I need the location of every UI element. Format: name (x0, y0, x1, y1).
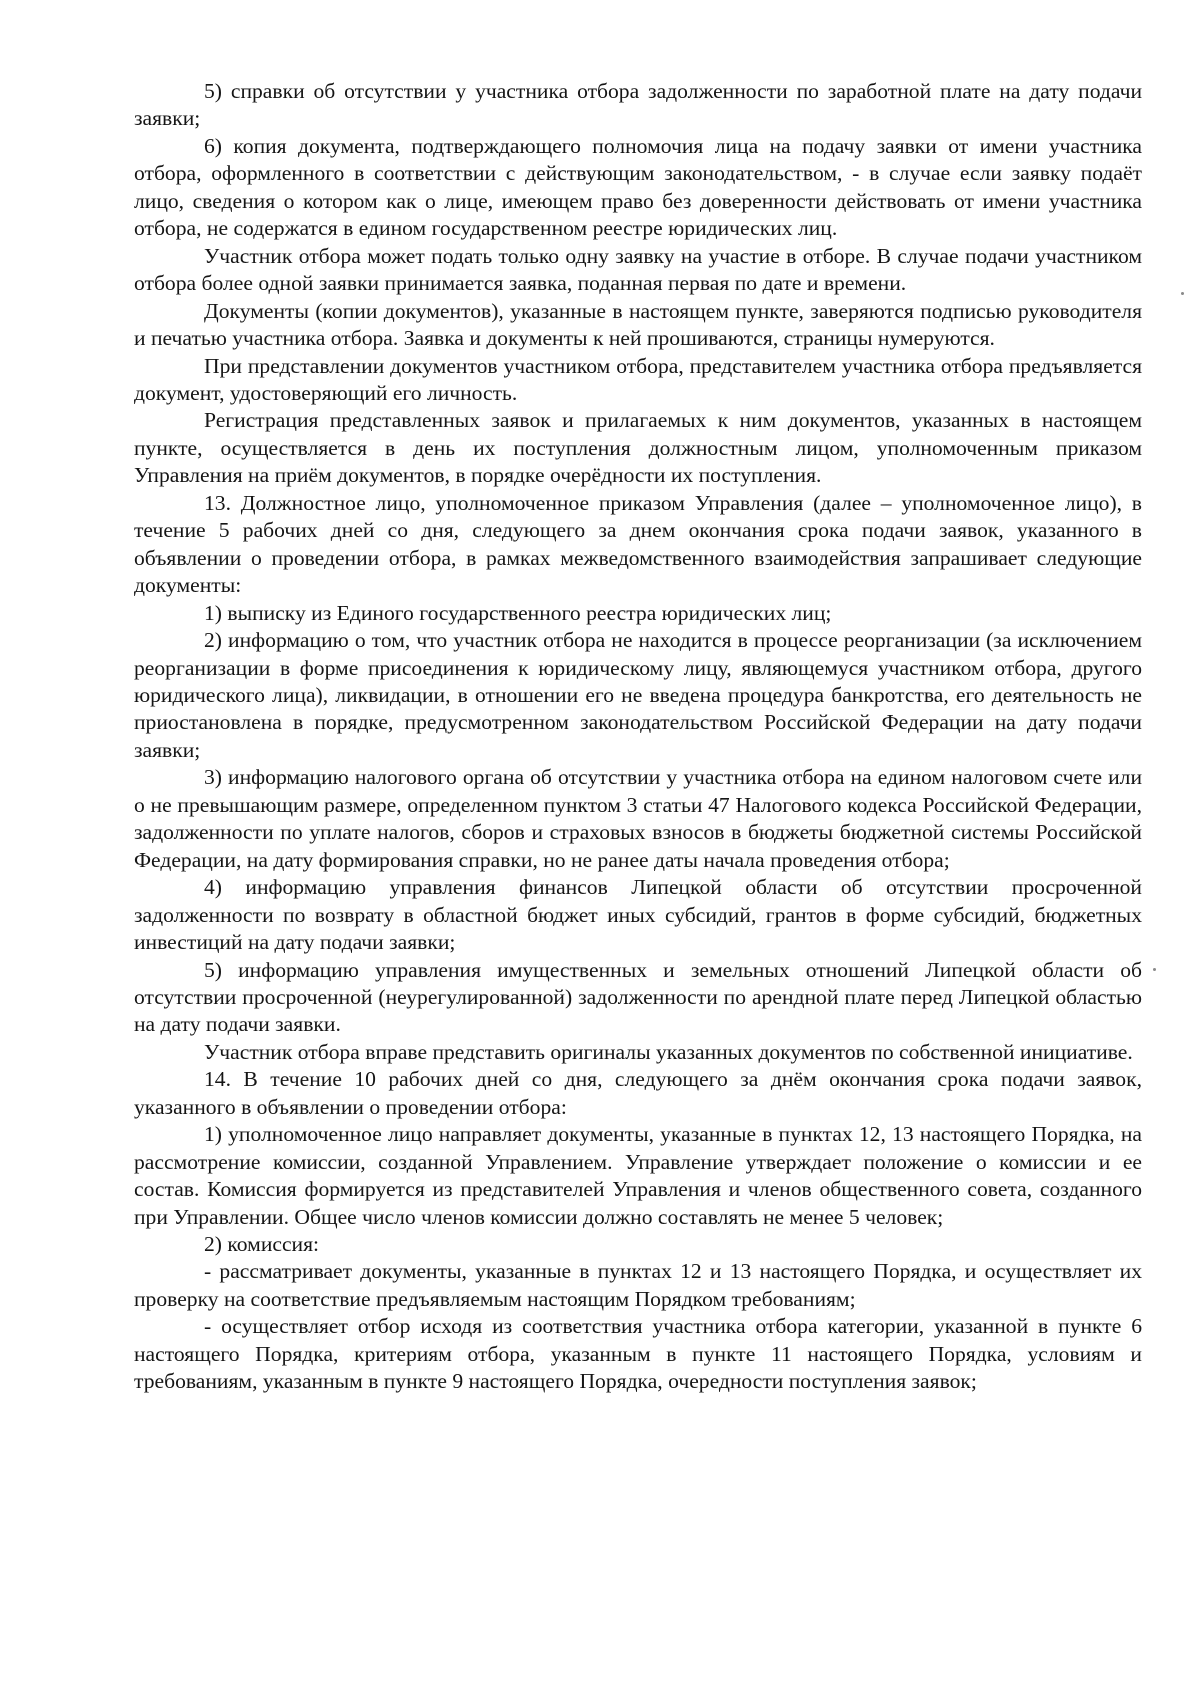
paragraph-single-application: Участник отбора может подать только одну заявку на участие в отборе. В случае подачи участником отбора более одной заявки принимается заявка, поданная первая по дате и времени. (134, 243, 1142, 296)
paragraph-14-within-10-days: 14. В течение 10 рабочих дней со дня, следующего за днём окончания срока подачи заявок, указанного в объявлении о проведении отбора: (134, 1067, 1142, 1119)
paragraph-document-certification: Документы (копии документов), указанные в настоящем пункте, заверяются подписью руководителя и печатью участника отбора. Заявка и документы к ней прошиваются, страницы нумеруются. (134, 298, 1142, 351)
scan-speck (1153, 968, 1156, 971)
document-body (134, 78, 1142, 1396)
paragraph-6-power-of-attorney: 6) копия документа, подтверждающего полномочия лица на подачу заявки от имени участника отбора, оформленного в соответствии с действующим законодательством, - в случае если заявку подаёт лицо, сведения о котором как о лице, имеющем право без доверенности действовать от имени участника отбора, не содержатся в едином государственном реестре юридических лиц. (134, 133, 1142, 241)
paragraph-13-item-2: 2) информацию о том, что участник отбора не находится в процессе реорганизации (за исключением реорганизации в форме присоединения к юридическому лицу, являющемуся участником отбора, другого юридического лица), ликвидации, в отношении его не введена процедура банкротства, его деятельность не приостановлена в порядке, предусмотренном законодательством Российской Федерации на дату подачи заявки; (134, 628, 1142, 762)
paragraph-13-item-4: 4) информацию управления финансов Липецкой области об отсутствии просроченной задолженности по возврату в областной бюджет иных субсидий, грантов в форме субсидий, бюджетных инвестиций на дату подачи заявки; (134, 875, 1142, 955)
paragraph-5-certificate: 5) справки об отсутствии у участника отбора задолженности по заработной плате на дату подачи заявки; (134, 79, 1142, 131)
paragraph-13-item-5: 5) информацию управления имущественных и земельных отношений Липецкой области об отсутствии просроченной (неурегулированной) задолженности по арендной плате перед Липецкой областью на дату подачи заявки. (134, 957, 1142, 1037)
paragraph-registration: Регистрация представленных заявок и прилагаемых к ним документов, указанных в настоящем пункте, осуществляется в день их поступления должностным лицом, уполномоченным приказом Управления на приём документов, в порядке очерёдности их поступления. (134, 408, 1142, 488)
paragraph-13-item-1: 1) выписку из Единого государственного реестра юридических лиц; (204, 600, 832, 625)
paragraph-13-item-3: 3) информацию налогового органа об отсутствии у участника отбора на едином налоговом счете или о не превышающим размере, определенном пунктом 3 статьи 47 Налогового кодекса Российской Федерации, задолженности по уплате налогов, сборов и страховых взносов в бюджеты бюджетной системы Российской Федерации, на дату формирования справки, но не ранее даты начала проведения отбора; (134, 765, 1142, 872)
paragraph-originals-initiative: Участник отбора вправе представить оригиналы указанных документов по собственной инициативе. (204, 1039, 1133, 1064)
paragraph-identity-document: При представлении документов участником отбора, представителем участника отбора предъявляется документ, удостоверяющий его личность. (134, 353, 1142, 405)
paragraph-14-item-1: 1) уполномоченное лицо направляет документы, указанные в пунктах 12, 13 настоящего Порядка, на рассмотрение комиссии, созданной Управлением. Управление утверждает положение о комиссии и ее состав. Комиссия формируется из представителей Управления и членов общественного совета, созданного при Управлении. Общее число членов комиссии должно составлять не менее 5 человек; (134, 1122, 1142, 1229)
paragraph-13-requests: 13. Должностное лицо, уполномоченное приказом Управления (далее – уполномоченное лицо), в течение 5 рабочих дней со дня, следующего за днем окончания срока подачи заявок, указанного в объявлении о проведении отбора, в рамках межведомственного взаимодействия запрашивает следующие документы: (134, 490, 1142, 598)
paragraph-14-item-2-selection: - осуществляет отбор исходя из соответствия участника отбора категории, указанной в пункте 6 настоящего Порядка, критериям отбора, указанным в пункте 11 настоящего Порядка, условиям и требованиям, указанным в пункте 9 настоящего Порядка, очередности поступления заявок; (134, 1314, 1142, 1394)
paragraph-14-item-2: 2) комиссия: (204, 1232, 320, 1257)
scan-speck (1181, 292, 1184, 295)
paragraph-14-item-2-review: - рассматривает документы, указанные в пунктах 12 и 13 настоящего Порядка, и осуществляет их проверку на соответствие предъявляемым настоящим Порядком требованиям; (134, 1259, 1142, 1311)
